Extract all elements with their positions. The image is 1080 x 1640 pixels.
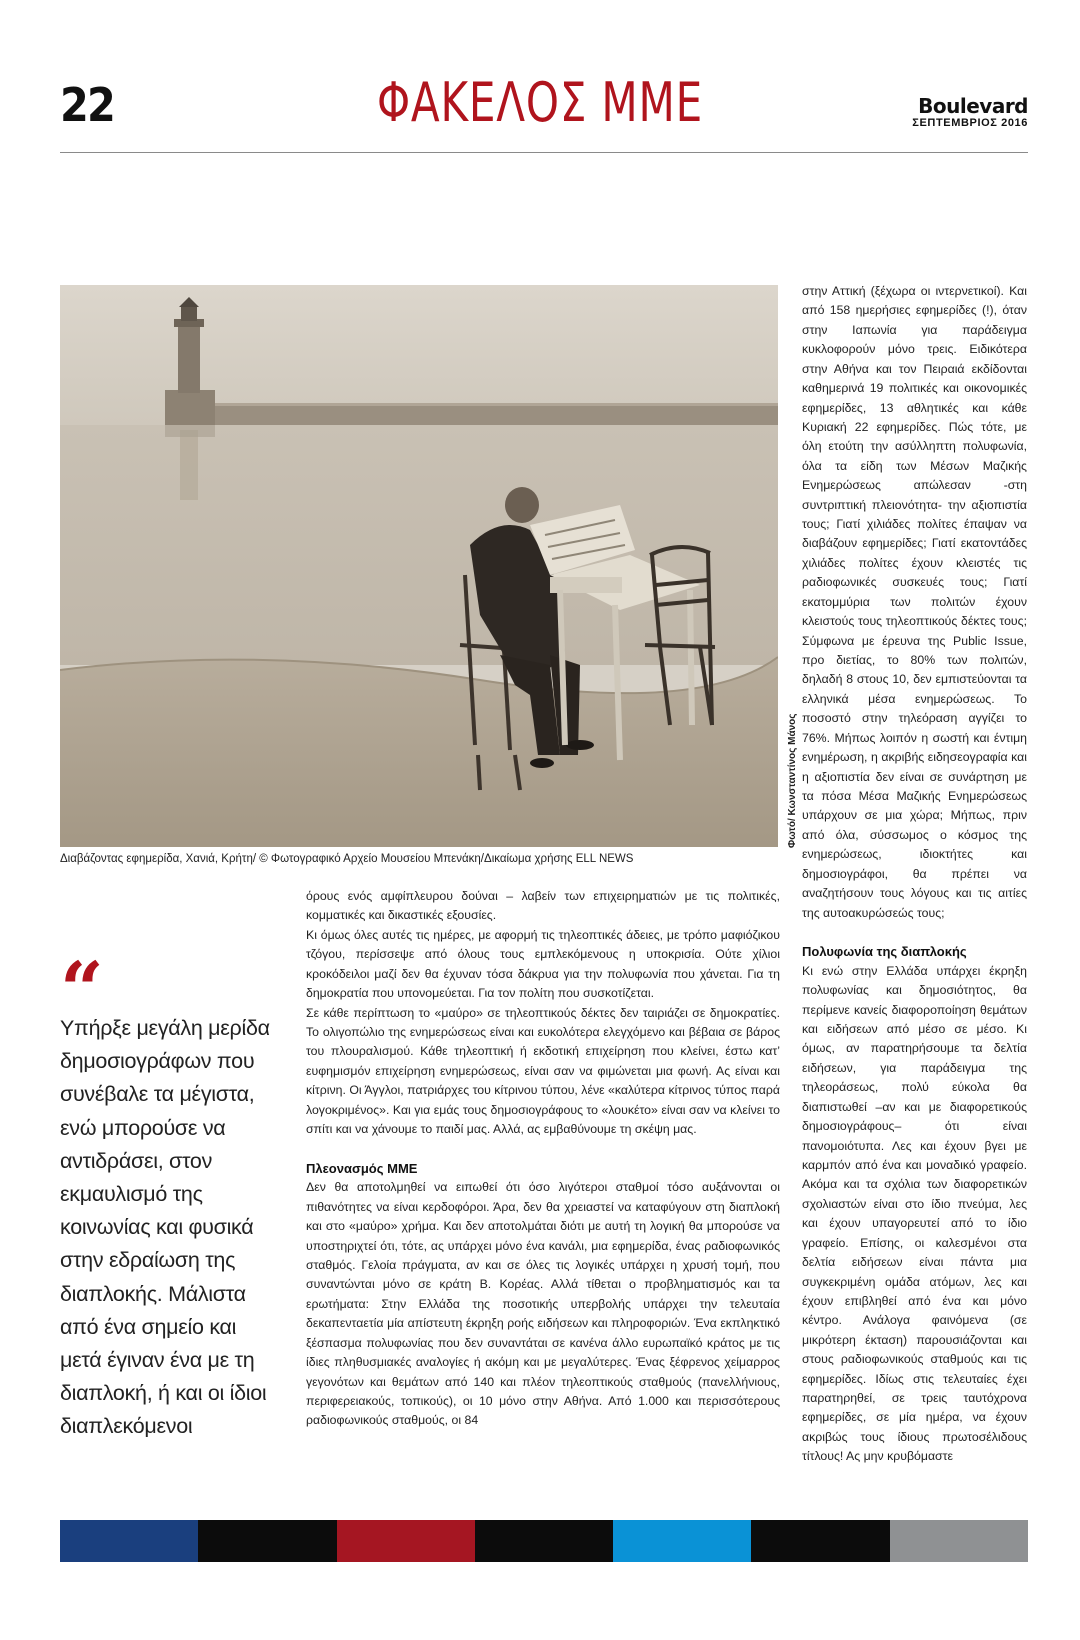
photo-credit: Φωτό/ Κωνσταντίνος Μάνος [787,713,798,848]
color-block [890,1520,1028,1562]
article-paragraph: στην Αττική (ξέχωρα οι ιντερνετικοί). Και από 158 ημερήσιες εφημερίδες (!), όταν στην Ιαπωνία για παράδειγμα κυκλοφορούν μόνο τρεις. Ειδικότερα στην Αθήνα και τον Πειραιά εκδίδονται καθημερινά 19 πολιτικές και οικονομικές εφημερίδες, 13 αθλητικές και κάθε Κυριακή 22 εφημερίδες. Πώς τότε, με όλη ετούτη την ασύλληπτη πολυφωνία, όλα τα είδη των Μέσων Μαζικής Ενημερώσεως απώλεσαν -στη συντριπτική πλειονότητα- την αξιοπιστία τους; Γιατί χιλιάδες πολίτες έπαψαν να διαβάζουν εφημερίδες; Γιατί εκατοντάδες χιλιάδες πολίτες έχουν κλειστές τις ραδιοφωνικές συσκευές τους; Γιατί εκατομμύρια των πολιτών έχουν κλειστούς τους τηλεοπτικούς δέκτες τους; Σύμφωνα με έρευνα της Public Issue, προ διετίας, το 80% των πολιτών, δηλαδή 8 στους 10, δεν εμπιστεύονται τα ελληνικά μέσα ενημερώσεως. Το ποσοστό στην τηλεόραση αγγίζει το 76%. Μήπως λοιπόν η σωστή και έντιμη ενημέρωση, η ακριβής ειδησεογραφία και η αξιοπιστία δεν είναι σε συνάρτηση με τα πόσα Μέσα Μαζικής Ενημερώσεως υπάρχουν σε μια χώρα; Μήπως, πριν από όλα, σύσσωμος ο κόσμος της ενημερώσεως, ιδιοκτήτες και δημοσιογράφοι, θα πρέπει να αναζητήσουν τους λόγους και τις αιτίες της αυτοακυρώσεώς τους; [802,284,1027,920]
article-paragraph: Δεν θα αποτολμηθεί να ειπωθεί ότι όσο λιγότεροι σταθμοί τόσο αυξάνονται οι πιθανότητες να είναι κερδοφόροι. Άρα, δεν θα χρειαστεί να καταφύγουν στη διαπλοκή και στο «μαύρο» χρήμα. Και δεν αποτολμάται διότι με αυτή τη λογική θα μπορούσε να υποστηριχτεί ότι, τότε, ας υπάρχει μόνο ένα κανάλι, μια εφημερίδα, ένας ραδιοφωνικός σταθμός. Γελοία πράγματα, αν και σε όλες τις λογικές υπάρχει η χρυσή τομή, που συναντώνται μόνο σε κράτη Β. Κορέας. Αλλά τίθεται ο προβληματισμός και τα ερωτήματα: Στην Ελλάδα της ποσοτικής υπερβολής υπάρχει την τελευταία δεκαπενταετία μία απίστευτη έκρηξη ροής ειδήσεων και πληροφοριών. Ένα εκπληκτικό ξέσπασμα πολυφωνίας που δεν συναντάται σε κανένα άλλο ευρωπαϊκό κράτος με τις ίδιες πληθυσμιακές αναλογίες ή ακόμη και με μεγαλύτερες. Ένας ξέφρενος χείμαρρος γεγονότων και θεμάτων από 140 και πλέον τηλεοπτικούς σταθμούς (πανελλήνιους, περιφερειακούς, τοπικούς), οι 10 μόνο στην Αθήνα. Από 1.000 και περισσότερους ραδιοφωνικούς σταθμούς, οι 84 [306,1180,780,1428]
pull-quote-line: από ένα σημείο και [60,1314,237,1339]
color-block [751,1520,889,1562]
pull-quote [60,1012,280,1444]
photo-caption: Διαβάζοντας εφημερίδα, Χανιά, Κρήτη/ © Φωτογραφικό Αρχείο Μουσείου Μπενάκη/Δικαίωμα χρήσης ELL NEWS [60,853,634,865]
article-photo [60,285,778,847]
section-title: ΦΑΚΕΛΟΣ ΜΜΕ [376,71,704,134]
color-block [337,1520,475,1562]
pull-quote-line: συνέβαλε τα μέγιστα, [60,1082,255,1107]
quote-mark-icon: “ [60,945,104,1034]
brand-logo: Boulevard [918,94,1028,118]
masthead [912,96,1028,129]
pull-quote-line: αντιδράσει, στον [60,1148,213,1173]
article-paragraph: Κι ενώ στην Ελλάδα υπάρχει έκρηξη πολυφωνίας και δημοσιότητος, θα περίμενε κανείς διαφοροποίηση θεμάτων και ειδήσεων από μέσο σε μέσο. Κι όμως, αν παρατηρήσουμε τα δελτία ειδήσεων, για παράδειγμα της τηλεοράσεως, πολύ εύκολα θα διαπιστωθεί –αν και με διαφορετικούς δημοσιογράφους– ότι είναι πανομοιότυπα. Λες και έχουν βγει με καρμπόν από ένα και μοναδικό γραφείο. Ακόμα και τα σχόλια των διαφορετικών σχολιαστών είναι στο ίδιο πνεύμα, λες και έχουν υπαγορευτεί από το ίδιο γραφείο. Επίσης, οι καλεσμένοι στα δελτία ειδήσεων είναι πάντα μια συγκεκριμένη ομάδα ατόμων, λες και έχουν επιβληθεί από ένα και μόνο κέντρο. Ανάλογα φαινόμενα (σε μικρότερη έκταση) παρουσιάζονται και στους ραδιοφωνικούς σταθμούς και τις εφημερίδες. Ιδίως στις τελευταίες έχει παρατηρηθεί, σε τρεις ταυτόχρονα εφημερίδες, σε μία ημέρα, να έχουν ακριβώς τους ίδιους πρωτοσέλιδους τίτλους! Ας μην κρυβόμαστε [802,963,1027,1464]
article-column-middle [306,887,780,1431]
pull-quote-line: Υπήρξε μεγάλη μερίδα [60,1016,270,1040]
pull-quote-line: εκμαυλισμό της [60,1182,203,1207]
color-block [198,1520,336,1562]
pull-quote-line: διαπλεκόμενοι [60,1414,193,1439]
pull-quote-line: δημοσιογράφων που [60,1049,255,1074]
color-block [475,1520,613,1562]
color-block [60,1520,198,1562]
subheading-pleonasmos: Πλεονασμός ΜΜΕ [306,1160,418,1176]
article-paragraph: Κι όμως όλες αυτές τις ημέρες, με αφορμή τις τηλεοπτικές άδειες, με τρόπο μαφιόζικου τζόγου, περίσσεψε από όλους τους εμπλεκόμενους η υποκρισία. Ούτε χίλιοι κροκόδειλοι μαζί δεν θα έχυναν τόσα δάκρυα για την πολυφωνία που χάνεται. Για τη δημοκρατία που υπονομεύεται. Για τον πολίτη που συσκοτίζεται. [306,927,780,1001]
pull-quote-line: διαπλοκή, ή και οι ίδιοι [60,1381,267,1406]
pull-quote-line: ενώ μπορούσε να [60,1115,226,1140]
article-paragraph: όρους ενός αμφίπλευρου δούναι – λαβείν των επιχειρηματιών με τις πολιτικές, κομματικές και δικαστικές εξουσίες. [306,889,780,923]
color-block [613,1520,751,1562]
pull-quote-line: μετά έγιναν ένα με τη [60,1348,255,1373]
subheading-polyfonia: Πολυφωνία της διαπλοκής [802,944,967,960]
article-column-right [802,282,1027,1467]
pull-quote-line: διαπλοκής. Μάλιστα [60,1281,246,1306]
pull-quote-line: κοινωνίας και φυσικά [60,1215,254,1240]
page-number: 22 [60,78,115,132]
article-paragraph: Σε κάθε περίπτωση το «μαύρο» σε τηλεοπτικούς δέκτες δεν ταιριάζει σε δημοκρατίες. Το ολιγοπώλιο της ενημερώσεως είναι και ευκολότερα ελεγχόμενο και βέβαια σε βάρος του πλουραλισμού. Κάθε τηλεοπτική ή εκδοτική επιχείρηση που κλείνει, έστω κατ’ ευφημισμόν επιχείρηση ενημερώσεως, είναι σαν να φιμώνεται μια φωνή. Ας είναι και κίτρινη. Οι Άγγλοι, πατριάρχες του κίτρινου τύπου, λένε «καλύτερα κίτρινος τύπος παρά λογοκριμένος». Και για εμάς τους δημοσιογράφους το «λουκέτο» είναι σαν να κλείνει το σπίτι και να χάνουμε το παιδί μας. Αλλά, ας εμβαθύνουμε τη σκέψη μας. [306,1005,780,1137]
footer-color-bar [60,1520,1028,1562]
pull-quote-line: στην εδραίωση της [60,1248,236,1273]
issue-date: ΣΕΠΤΕΜΒΡΙΟΣ 2016 [912,117,1028,129]
header-divider [60,152,1028,153]
